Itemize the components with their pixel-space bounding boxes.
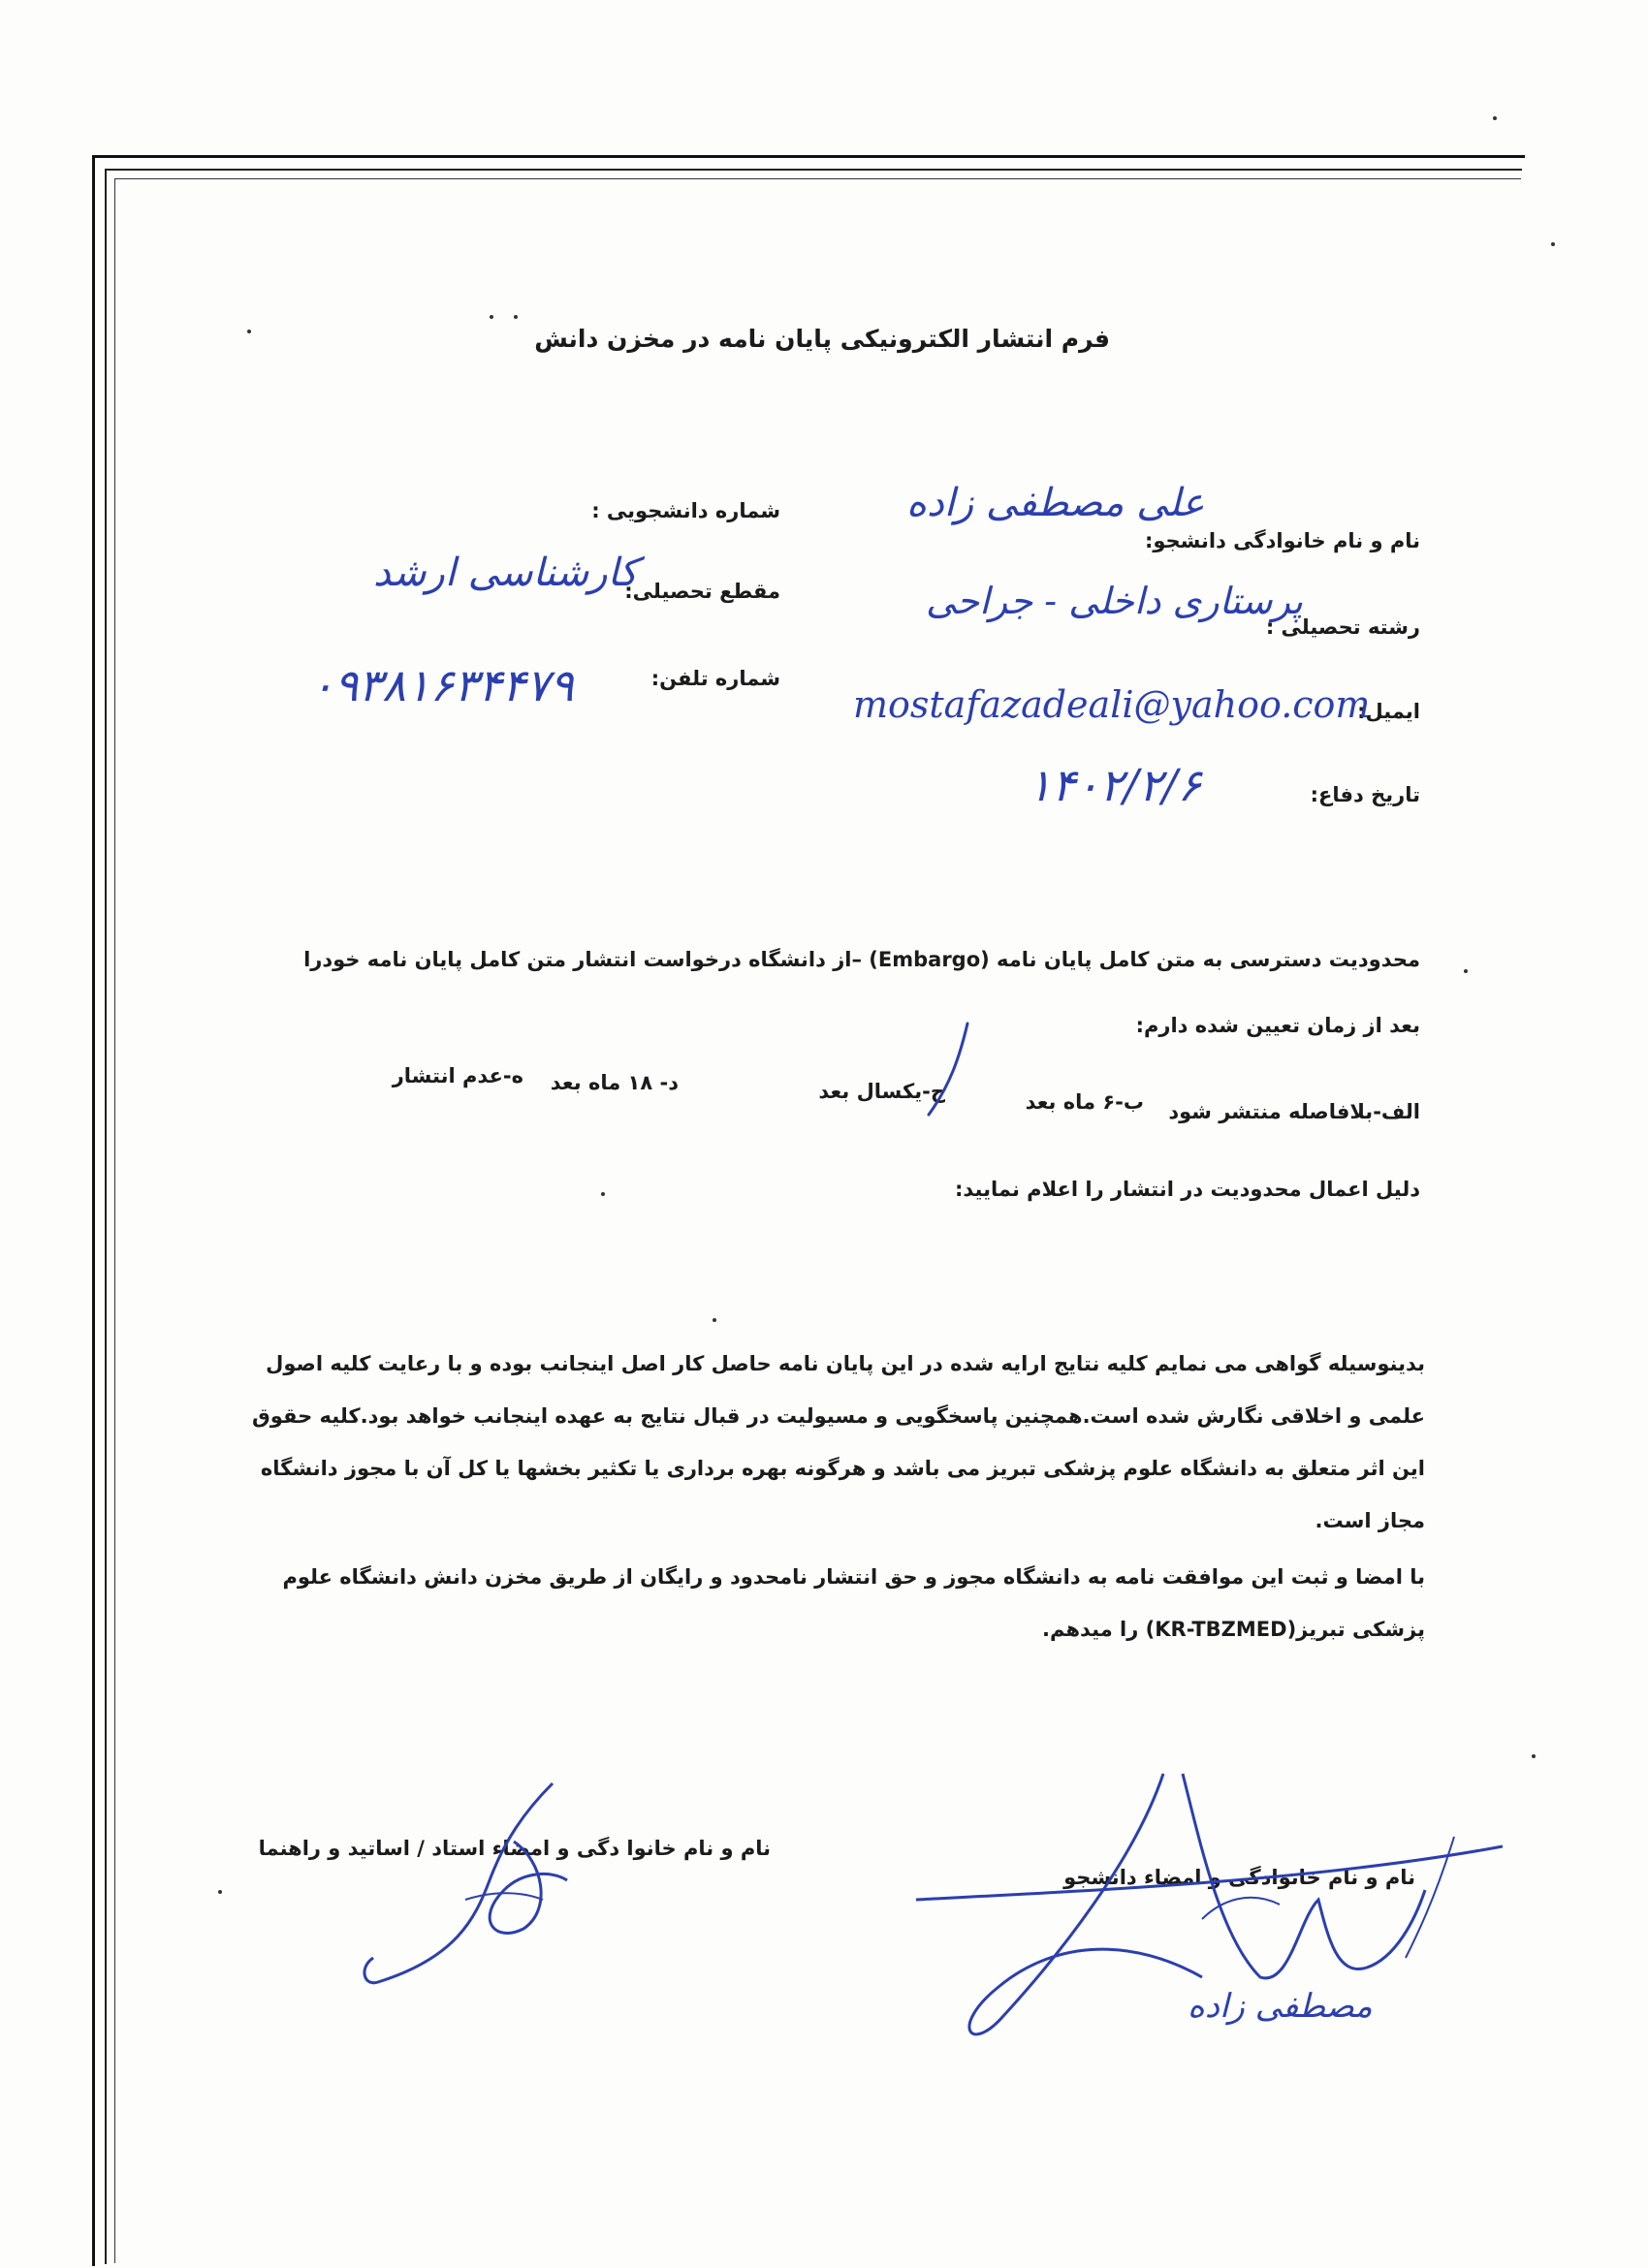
defense-date-handwritten: ۱۴۰۲/۲/۶: [1028, 759, 1202, 811]
advisor-signature-label: نام و نام خانوا دگی و امضاء استاد / اساتید و راهنما: [258, 1837, 771, 1860]
email-label: ایمیل:: [1357, 700, 1420, 723]
declaration-line: علمی و اخلاقی نگارش شده است.همچنین پاسخگویی و مسیولیت در قبال نتایج به عهده اینجانب خواهد بود.کلیه حقوق: [252, 1404, 1425, 1428]
embargo-text-line-2: بعد از زمان تعیین شده دارم:: [1135, 1014, 1420, 1037]
declaration-line: این اثر متعلق به دانشگاه علوم پزشکی تبریز می باشد و هرگونه بهره برداری یا تکثیر بخشها یا کل آن با مجوز دانشگاه: [260, 1457, 1425, 1480]
scan-speck: [247, 330, 251, 333]
embargo-option-e: ه-عدم انتشار: [392, 1064, 523, 1087]
student-signature-label: نام و نام خانوادگی و امضاء دانشجو: [1063, 1866, 1415, 1889]
form-title: فرم انتشار الکترونیکی پایان نامه در مخزن دانش: [534, 325, 1110, 353]
defense-date-label: تاریخ دفاع:: [1310, 783, 1420, 806]
scan-speck: [490, 315, 493, 319]
scan-speck: [1493, 116, 1497, 120]
student-number-label: شماره دانشجویی :: [591, 499, 780, 522]
degree-handwritten: کارشناسی ارشد: [373, 551, 638, 595]
embargo-text-line-1: محدودیت دسترسی به متن کامل پایان نامه (Embargo) –از دانشگاه درخواست انتشار متن کامل پایان نامه خودرا: [303, 948, 1420, 971]
field-of-study-handwritten: پرستاری داخلی - جراحی: [926, 580, 1303, 622]
checkmark-icon: [921, 1018, 979, 1124]
scan-speck: [1464, 969, 1468, 973]
scan-speck: [713, 1318, 716, 1322]
declaration-line: مجاز است.: [1315, 1509, 1425, 1532]
embargo-option-d: د- ۱۸ ماه بعد: [550, 1071, 679, 1094]
scan-speck: [218, 1890, 222, 1894]
consent-line: با امضا و ثبت این موافقت نامه به دانشگاه مجوز و حق انتشار نامحدود و رایگان از طریق مخزن دانش دانشگاه علوم: [282, 1565, 1425, 1589]
advisor-signature: [359, 1774, 601, 1997]
declaration-paragraph: [213, 1338, 1425, 1655]
embargo-option-b: ب-۶ ماه بعد: [1025, 1090, 1144, 1114]
embargo-option-c: ج-یکسال بعد: [818, 1080, 945, 1103]
embargo-reason-label: دلیل اعمال محدودیت در انتشار را اعلام نمایید:: [955, 1178, 1420, 1201]
field-of-study-label: رشته تحصیلی :: [1265, 615, 1420, 639]
embargo-option-a: الف-بلافاصله منتشر شود: [1168, 1100, 1420, 1123]
consent-line: پزشکی تبریز(KR-TBZMED) را میدهم.: [1042, 1618, 1425, 1641]
scan-speck: [1532, 1754, 1536, 1758]
phone-handwritten: ۰۹۳۸۱۶۳۴۴۷۹: [310, 659, 574, 711]
scan-speck: [514, 315, 518, 319]
declaration-line: بدینوسیله گواهی می نمایم کلیه نتایج ارایه شده در این پایان نامه حاصل کار اصل اینجانب بوده و با رعایت کلیه اصول: [266, 1352, 1425, 1375]
degree-label: مقطع تحصیلی:: [624, 580, 780, 603]
phone-label: شماره تلفن:: [650, 667, 780, 690]
scan-speck: [601, 1192, 605, 1196]
email-handwritten: mostafazadeali@yahoo.com: [853, 683, 1371, 726]
scan-speck: [1551, 242, 1555, 246]
student-handwritten-name: مصطفی زاده: [1188, 1987, 1373, 2026]
student-name-handwritten: علی مصطفی زاده: [906, 481, 1205, 525]
student-name-label: نام و نام خانوادگی دانشجو:: [1144, 529, 1420, 552]
